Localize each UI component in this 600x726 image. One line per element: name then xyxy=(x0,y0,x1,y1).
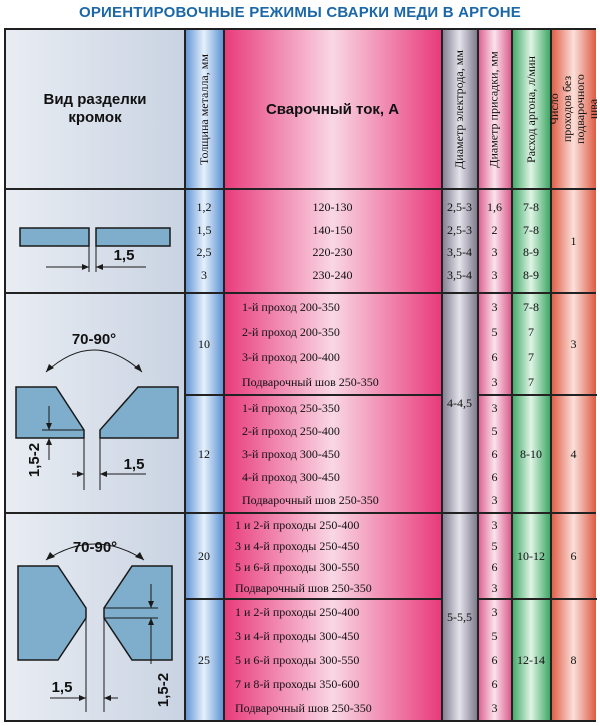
g3-argon xyxy=(512,514,550,598)
g2-filler-value: 3 xyxy=(491,299,498,314)
g3-passes-value: 6 xyxy=(570,549,577,563)
g3b-passes xyxy=(551,600,596,720)
header-thickness: Толщина металла, мм xyxy=(196,53,211,165)
g2b-filler-value: 6 xyxy=(491,470,498,485)
g1-argon xyxy=(512,196,550,286)
g2b-passes xyxy=(551,396,596,512)
g3b-filler xyxy=(478,600,511,720)
g1-argon-value: 8-9 xyxy=(523,245,539,260)
g2b-filler-value: 5 xyxy=(491,423,498,438)
g3-filler-value: 3 xyxy=(491,580,498,595)
g2-current-value: 3-й проход 200-400 xyxy=(242,349,340,364)
g3b-current-value: 1 и 2-й проходы 250-400 xyxy=(235,605,360,619)
square-butt-joint-diagram xyxy=(6,190,184,292)
g1-thickness-value: 1,5 xyxy=(196,222,212,237)
g1-thickness-value: 3 xyxy=(201,267,207,282)
right-plate xyxy=(96,228,170,246)
g1-current-value: 220-230 xyxy=(312,245,353,260)
g1-current xyxy=(224,196,441,286)
g1-electrode xyxy=(442,196,477,286)
g1-electrode-value: 3,5-4 xyxy=(447,245,472,260)
right-double-beveled-plate xyxy=(104,566,172,660)
g1-electrode-value: 2,5-3 xyxy=(447,200,472,215)
g1-current-value: 230-240 xyxy=(312,267,353,282)
g2-passes-value: 3 xyxy=(570,337,577,351)
header-electrode: Диаметр электрода, мм xyxy=(452,49,467,169)
g2-filler-value: 5 xyxy=(491,324,498,339)
g2-passes xyxy=(551,294,596,394)
g2b-current-value: 2-й проход 250-400 xyxy=(242,423,340,438)
header-filler: Диаметр присадки, мм xyxy=(487,50,501,168)
g3-filler-value: 3 xyxy=(491,517,498,532)
g3-passes xyxy=(551,514,596,598)
g3-current-value: 5 и 6-й проходы 300-550 xyxy=(235,559,360,574)
g3-current xyxy=(235,514,441,598)
g2b-passes-value: 4 xyxy=(570,447,577,461)
g1-filler-value: 3 xyxy=(491,267,498,282)
g2-argon-value: 7 xyxy=(528,349,534,364)
g2-electrode-value: 4-4,5 xyxy=(447,396,472,410)
g2-thickness-value: 10 xyxy=(198,337,210,351)
g1-thickness xyxy=(185,196,223,286)
g3-current-value: 3 и 4-й проходы 250-450 xyxy=(235,538,360,553)
welding-modes-table xyxy=(4,28,600,722)
g1-thickness-value: 1,2 xyxy=(196,200,212,215)
g2b-filler-value: 3 xyxy=(491,493,498,508)
header-passes: Число проходов без подварочного шва xyxy=(546,74,600,144)
g2b-current-value: 1-й проход 250-350 xyxy=(242,400,340,415)
g1-current-value: 120-130 xyxy=(312,200,353,215)
g1-current-value: 140-150 xyxy=(312,222,353,237)
g2-argon-value: 7 xyxy=(528,374,534,389)
g3b-filler-value: 3 xyxy=(491,701,498,715)
g2-current-value: 2-й проход 200-350 xyxy=(242,324,340,339)
g2b-argon xyxy=(512,396,550,512)
g1-filler-value: 2 xyxy=(491,222,498,237)
g2-current xyxy=(242,294,441,394)
g2b-current-value: 4-й проход 300-450 xyxy=(242,470,340,485)
g3b-filler-value: 6 xyxy=(491,677,498,691)
g3b-passes-value: 8 xyxy=(570,653,577,667)
header-argon: Расход аргона, л/мин xyxy=(523,55,538,163)
root-face-label: 1,5-2 xyxy=(155,672,172,708)
g3b-current-value: Подварочный шов 250-350 xyxy=(235,701,372,715)
g2b-thickness xyxy=(185,396,223,512)
gap-label: 1,5 xyxy=(51,679,73,696)
g1-filler-value: 1,6 xyxy=(487,200,502,215)
g3-current-value: Подварочный шов 250-350 xyxy=(235,580,372,595)
g3b-current-value: 3 и 4-й проходы 300-450 xyxy=(235,629,360,643)
g2-filler-value: 3 xyxy=(491,374,498,389)
g2-current-value: 1-й проход 200-350 xyxy=(242,299,340,314)
x-groove-joint-diagram xyxy=(6,514,184,722)
g3b-filler-value: 5 xyxy=(491,629,498,643)
g3-thickness-value: 20 xyxy=(198,549,210,563)
g3b-current-value: 5 и 6-й проходы 300-550 xyxy=(235,653,360,667)
g1-argon-value: 7-8 xyxy=(523,200,539,215)
g2b-current xyxy=(242,396,441,512)
g2-current-value: Подварочный шов 250-350 xyxy=(242,374,379,389)
header-edge-type: Вид разделки кромок xyxy=(43,91,147,126)
g2b-argon-value: 8-10 xyxy=(520,447,542,461)
root-face-label: 1,5-2 xyxy=(26,442,43,478)
g3-filler-value: 5 xyxy=(491,538,498,553)
header-current: Сварочный ток, А xyxy=(265,100,400,118)
g3b-thickness-value: 25 xyxy=(198,653,210,667)
g2b-filler-value: 6 xyxy=(491,446,498,461)
left-double-beveled-plate xyxy=(18,566,86,660)
g3-argon-value: 10-12 xyxy=(517,549,545,563)
g1-electrode-value: 3,5-4 xyxy=(447,267,472,282)
g1-passes-value: 1 xyxy=(570,234,577,248)
g2b-current-value: 3-й проход 300-450 xyxy=(242,446,340,461)
g1-filler xyxy=(478,196,511,286)
g3b-argon-value: 12-14 xyxy=(517,653,545,667)
g3b-current xyxy=(235,600,441,720)
g3b-current-value: 7 и 8-й проходы 350-600 xyxy=(235,677,360,691)
g3-electrode-value: 5-5,5 xyxy=(447,610,472,624)
v-groove-joint-diagram xyxy=(6,294,184,512)
g3-current-value: 1 и 2-й проходы 250-400 xyxy=(235,517,360,532)
g1-passes xyxy=(551,190,596,292)
g2b-filler-value: 3 xyxy=(491,400,498,415)
groove-angle-label: 70-90° xyxy=(72,539,118,556)
right-beveled-plate xyxy=(100,387,178,438)
g3b-filler-value: 6 xyxy=(491,653,498,667)
g2-argon xyxy=(512,294,550,394)
g1-argon-value: 7-8 xyxy=(523,222,539,237)
g1-argon-value: 8-9 xyxy=(523,267,539,282)
g2b-thickness-value: 12 xyxy=(198,447,210,461)
g2-filler-value: 6 xyxy=(491,349,498,364)
g3b-thickness xyxy=(185,600,223,720)
g1-thickness-value: 2,5 xyxy=(196,245,212,260)
gap-label: 1,5 xyxy=(113,247,135,264)
g1-filler-value: 3 xyxy=(491,245,498,260)
g2-argon-value: 7-8 xyxy=(523,299,539,314)
gap-label: 1,5 xyxy=(123,456,145,473)
g2b-filler xyxy=(478,396,511,512)
g3-filler xyxy=(478,514,511,598)
g2-filler xyxy=(478,294,511,394)
g2-electrode xyxy=(442,294,477,512)
g3-electrode xyxy=(442,514,477,720)
g2-thickness xyxy=(185,294,223,394)
g3b-filler-value: 3 xyxy=(491,605,498,619)
g2b-current-value: Подварочный шов 250-350 xyxy=(242,493,379,508)
g1-electrode-value: 2,5-3 xyxy=(447,222,472,237)
g3-filler-value: 6 xyxy=(491,559,498,574)
g3b-argon xyxy=(512,600,550,720)
g2-argon-value: 7 xyxy=(528,324,534,339)
left-plate xyxy=(20,228,89,246)
groove-angle-label: 70-90° xyxy=(71,331,117,348)
g3-thickness xyxy=(185,514,223,598)
page-title: ОРИЕНТИРОВОЧНЫЕ РЕЖИМЫ СВАРКИ МЕДИ В АРГОНЕ xyxy=(78,4,521,21)
